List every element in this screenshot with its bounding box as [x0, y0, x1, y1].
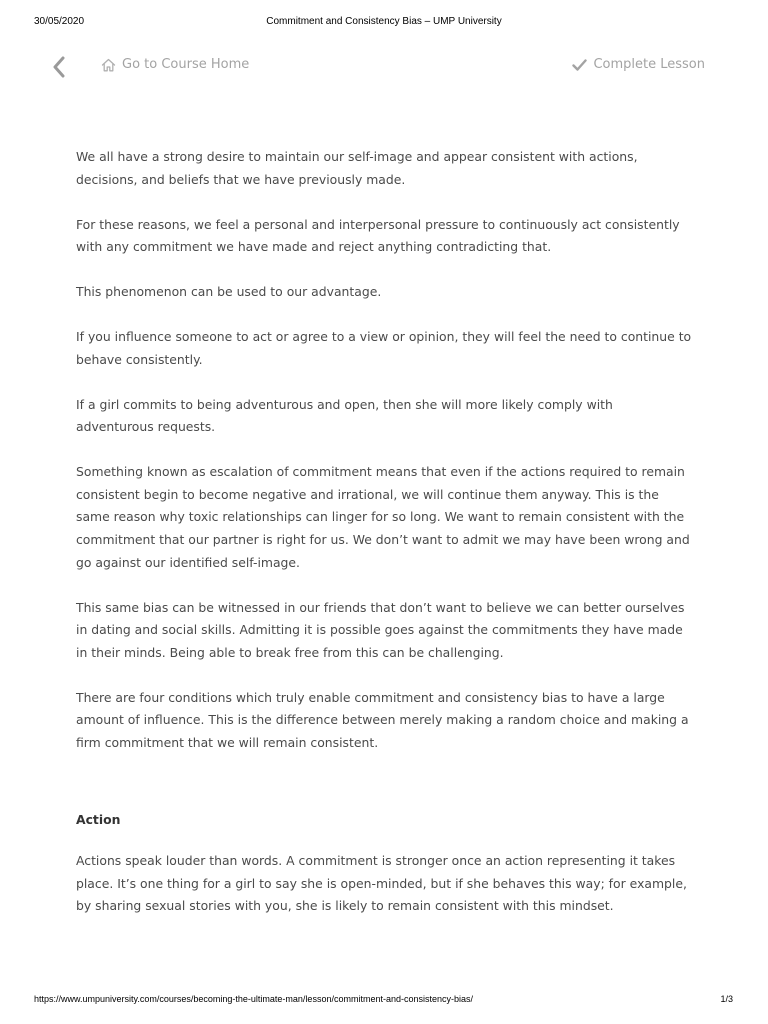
home-icon: [101, 58, 116, 72]
section-heading-action: Action: [76, 811, 121, 827]
paragraph: We all have a strong desire to maintain our self-image and appear consistent with actions, decisions, and beliefs that we have previously made.: [76, 149, 638, 187]
lesson-nav: [0, 52, 768, 82]
paragraph: This phenomenon can be used to our advantage.: [76, 284, 382, 300]
complete-lesson-label: Complete Lesson: [593, 57, 705, 72]
print-page-title: Commitment and Consistency Bias – UMP University: [266, 16, 502, 27]
lesson-content: [76, 146, 694, 940]
checkmark-icon: [572, 59, 587, 71]
print-date: 30/05/2020: [34, 16, 85, 27]
home-link-label: Go to Course Home: [122, 57, 250, 72]
print-url: https://www.umpuniversity.com/courses/becoming-the-ultimate-man/lesson/commitment-and-consistency-bias/: [34, 994, 473, 1004]
print-header: [0, 16, 768, 30]
back-button[interactable]: [46, 54, 72, 80]
paragraph: If you influence someone to act or agree to a view or opinion, they will feel the need to continue to behave consistently.: [76, 329, 692, 367]
paragraph: This same bias can be witnessed in our friends that don’t want to believe we can better ourselves in dating and social skills. Admitting it is possible goes against the commitments they have made in their minds. Being able to break free from this can be challenging.: [76, 599, 685, 660]
paragraph: Something known as escalation of commitment means that even if the actions required to remain consistent begin to become negative and irrational, we will continue them anyway. This is the same reason why toxic relationships can linger for so long. We want to remain consistent with the commitment that our partner is right for us. We don’t want to admit we may have been wrong and go against our identified self-image.: [76, 464, 690, 570]
paragraph: Actions speak louder than words. A commitment is stronger once an action representing it takes place. It’s one thing for a girl to say she is open-minded, but if she behaves this way; for example, by sharing sexual stories with you, she is likely to remain consistent with this mindset.: [76, 853, 687, 914]
paragraph: For these reasons, we feel a personal and interpersonal pressure to continuously act consistently with any commitment we have made and reject anything contradicting that.: [76, 216, 680, 255]
paragraph: There are four conditions which truly enable commitment and consistency bias to have a large amount of influence. This is the difference between merely making a random choice and making a firm commitment that we will remain consistent.: [76, 689, 689, 751]
print-footer: [0, 994, 768, 1008]
paragraph: If a girl commits to being adventurous and open, then she will more likely comply with adventurous requests.: [76, 396, 613, 435]
complete-lesson-button[interactable]: [572, 57, 705, 72]
go-to-course-home-link[interactable]: [101, 57, 249, 72]
print-page-number: 1/3: [720, 994, 733, 1004]
chevron-left-icon: [52, 56, 66, 78]
